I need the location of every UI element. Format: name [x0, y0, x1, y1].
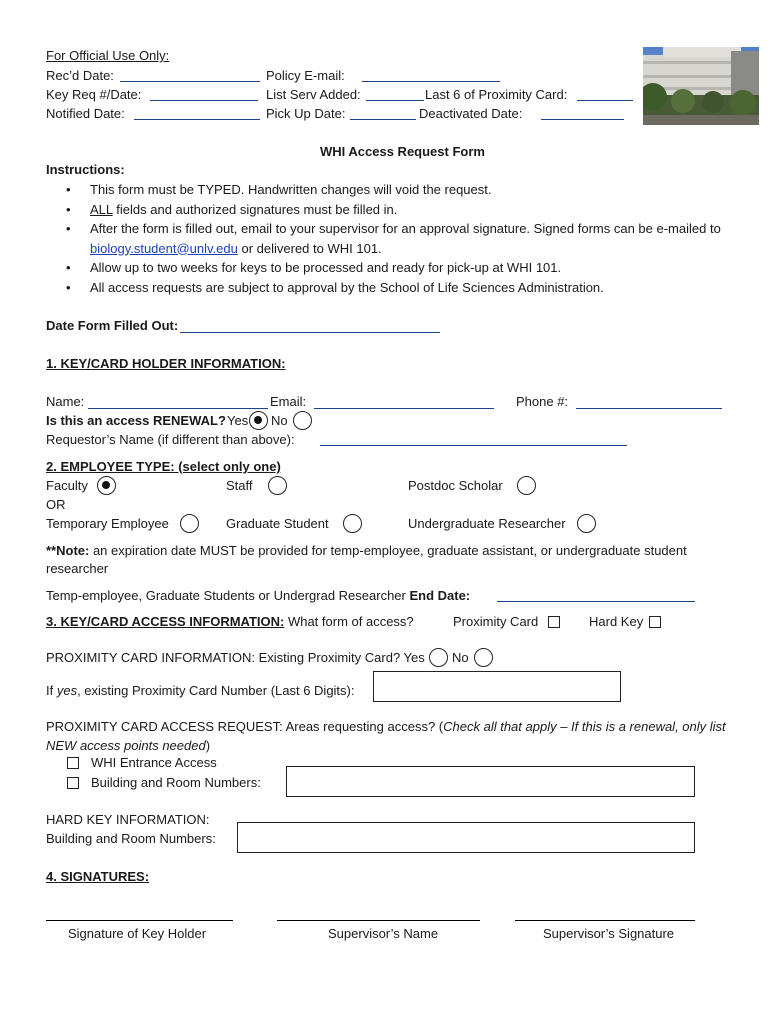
phone-label: Phone #:: [516, 394, 569, 409]
renewal-no-radio[interactable]: [293, 411, 312, 430]
recd-date-label: Rec’d Date:: [46, 68, 114, 83]
temp-label: Temporary Employee: [46, 516, 169, 531]
key-req-field[interactable]: [150, 100, 258, 101]
section2-heading: 2. EMPLOYEE TYPE: (select only one): [46, 459, 281, 474]
policy-email-field[interactable]: [362, 81, 500, 82]
requestor-label: Requestor’s Name (if different than above):: [46, 432, 295, 447]
grad-label: Graduate Student: [226, 516, 329, 531]
policy-email-label: Policy E-mail:: [266, 68, 345, 83]
renewal-yes-label: Yes: [227, 413, 249, 428]
section1-heading: 1. KEY/CARD HOLDER INFORMATION:: [46, 356, 286, 371]
email-field[interactable]: [314, 408, 494, 409]
section4-heading: 4. SIGNATURES:: [46, 869, 150, 884]
prox-card-label: Proximity Card: [453, 614, 539, 629]
notified-date-label: Notified Date:: [46, 106, 125, 121]
hard-key-info-label: HARD KEY INFORMATION:: [46, 812, 210, 827]
hard-key-checkbox[interactable]: [649, 616, 661, 628]
instruction-item: • This form must be TYPED. Handwritten changes will void the request.: [46, 180, 756, 200]
last6-label: Last 6 of Proximity Card:: [425, 87, 568, 102]
instructions-heading: Instructions:: [46, 162, 125, 177]
instruction-item: • ALL fields and authorized signatures must be filled in.: [46, 200, 756, 220]
renewal-no-label: No: [271, 413, 288, 428]
requestor-field[interactable]: [320, 445, 627, 446]
building-photo: [643, 47, 759, 125]
postdoc-label: Postdoc Scholar: [408, 478, 503, 493]
pickup-field[interactable]: [350, 119, 416, 120]
section3-heading-row: 3. KEY/CARD ACCESS INFORMATION: What form of access?: [46, 614, 414, 629]
staff-label: Staff: [226, 478, 253, 493]
date-filled-field[interactable]: [180, 332, 440, 333]
sig-holder-label: Signature of Key Holder: [68, 926, 207, 941]
undergrad-radio[interactable]: [577, 514, 596, 533]
staff-radio[interactable]: [268, 476, 287, 495]
undergrad-label: Undergraduate Researcher: [408, 516, 566, 531]
renewal-yes-radio[interactable]: [249, 411, 268, 430]
official-use-title: For Official Use Only:: [46, 48, 170, 63]
postdoc-radio[interactable]: [517, 476, 536, 495]
name-label: Name:: [46, 394, 85, 409]
instruction-item: • All access requests are subject to approval by the School of Life Sciences Administration.: [46, 278, 756, 298]
deactivated-label: Deactivated Date:: [419, 106, 523, 121]
instruction-item: • After the form is filled out, email to your supervisor for an approval signature. Signed forms can be e-mailed to biology.student@unlv.edu or delivered to WHI 101.: [46, 219, 756, 258]
deactivated-field[interactable]: [541, 119, 624, 120]
hard-building-label: Building and Room Numbers:: [46, 831, 216, 846]
form-title: WHI Access Request Form: [320, 144, 485, 159]
faculty-radio[interactable]: [97, 476, 116, 495]
hard-key-label: Hard Key: [589, 614, 644, 629]
grad-radio[interactable]: [343, 514, 362, 533]
email-label: Email:: [270, 394, 307, 409]
name-field[interactable]: [88, 408, 268, 409]
prox-yes-radio[interactable]: [429, 648, 448, 667]
sup-name-label: Supervisor’s Name: [328, 926, 439, 941]
sup-sig-line[interactable]: [515, 920, 695, 921]
last6-field[interactable]: [577, 100, 633, 101]
building-room-checkbox[interactable]: [67, 777, 79, 789]
temp-radio[interactable]: [180, 514, 199, 533]
list-serv-label: List Serv Added:: [266, 87, 361, 102]
instruction-item: • Allow up to two weeks for keys to be processed and ready for pick-up at WHI 101.: [46, 258, 756, 278]
access-request-label: PROXIMITY CARD ACCESS REQUEST: Areas requesting access? (Check all that apply – If this is a renewal, only list NEW access points needed): [46, 719, 726, 753]
prox-card-checkbox[interactable]: [548, 616, 560, 628]
sig-holder-line[interactable]: [46, 920, 233, 921]
date-filled-label: Date Form Filled Out:: [46, 318, 179, 333]
if-yes-label: If yes, existing Proximity Card Number (Last 6 Digits):: [46, 683, 355, 698]
instructions-list: [46, 180, 756, 297]
building-room-input[interactable]: [286, 766, 695, 797]
whi-entrance-checkbox[interactable]: [67, 757, 79, 769]
notified-date-field[interactable]: [134, 119, 260, 120]
end-date-field[interactable]: [497, 601, 695, 602]
prox-no-label: No: [452, 650, 469, 665]
end-date-label: Temp-employee, Graduate Students or Undergrad Researcher End Date:: [46, 588, 471, 603]
whi-entrance-label: WHI Entrance Access: [91, 755, 217, 770]
expiration-note: **Note: an expiration date MUST be provided for temp-employee, graduate assistant, or undergraduate student researcher: [46, 543, 687, 576]
hard-building-input[interactable]: [237, 822, 695, 853]
prox-card-number-input[interactable]: [373, 671, 621, 702]
key-req-label: Key Req #/Date:: [46, 87, 142, 102]
or-label: OR: [46, 497, 66, 512]
phone-field[interactable]: [576, 408, 722, 409]
faculty-label: Faculty: [46, 478, 88, 493]
sup-sig-label: Supervisor’s Signature: [543, 926, 675, 941]
pickup-label: Pick Up Date:: [266, 106, 346, 121]
recd-date-field[interactable]: [120, 81, 260, 82]
prox-no-radio[interactable]: [474, 648, 493, 667]
prox-info-label: PROXIMITY CARD INFORMATION: Existing Proximity Card? Yes: [46, 650, 425, 665]
email-link[interactable]: biology.student@unlv.edu: [90, 240, 238, 256]
renewal-question: Is this an access RENEWAL?: [46, 413, 226, 428]
building-room-label: Building and Room Numbers:: [91, 775, 261, 790]
sup-name-line[interactable]: [277, 920, 480, 921]
list-serv-field[interactable]: [366, 100, 424, 101]
